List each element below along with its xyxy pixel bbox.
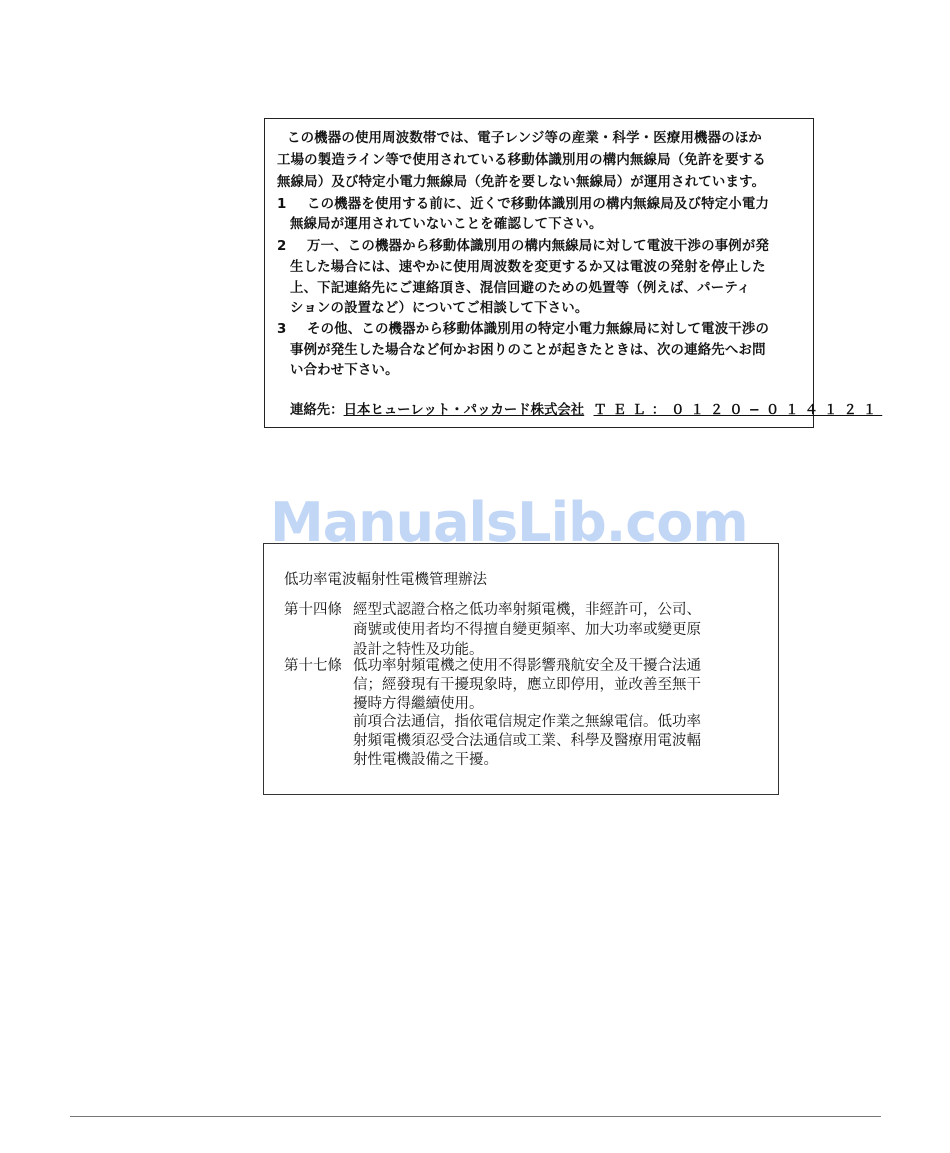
- item-line: 生した場合には、速やかに使用周波数を変更するか又は電波の発射を停止した: [290, 260, 766, 275]
- item-number: 3: [277, 322, 287, 337]
- contact-tel: ＴＥＬ：０１２０−０１４１２１: [593, 403, 883, 418]
- article-line: 擾時方得繼續使用。: [353, 696, 484, 712]
- footer-divider: [70, 1116, 881, 1117]
- item-line: 万一、この機器から移動体識別用の構内無線局に対して電波干渉の事例が発: [307, 239, 770, 254]
- article-label: 第十四條: [284, 602, 342, 618]
- article-line: 設計之特性及功能。: [353, 642, 484, 658]
- item-line: 事例が発生した場合など何かお困りのことが起きたときは、次の連絡先へお問: [290, 343, 766, 358]
- item-line: その他、この機器から移動体識別用の特定小電力無線局に対して電波干渉の: [307, 322, 770, 337]
- contact-label: 連絡先：: [290, 403, 344, 418]
- item-line: ションの設置など）についてご相談して下さい。: [290, 301, 589, 316]
- japan-radio-notice-box: [264, 118, 883, 428]
- notice-line: 工場の製造ライン等で使用されている移動体識別用の構内無線局（免許を要する: [277, 153, 766, 168]
- article-line: 信；經發現有干擾現象時，應立即停用，並改善至無干: [353, 677, 701, 693]
- article-label: 第十七條: [284, 658, 342, 674]
- notice-title: 低功率電波輻射性電機管理辦法: [284, 572, 487, 588]
- article-line: 前項合法通信，指依電信規定作業之無線電信。低功率: [353, 714, 701, 730]
- article-line: 射頻電機須忍受合法通信或工業、科學及醫療用電波輻: [353, 733, 701, 749]
- notice-line: この機器の使用周波数帯では、電子レンジ等の産業・科学・医療用機器のほか: [287, 131, 762, 146]
- item-line: この機器を使用する前に、近くで移動体識別用の構内無線局及び特定小電力: [307, 197, 770, 212]
- contact-line: [290, 399, 882, 418]
- contact-company: 日本ヒューレット・パッカード株式会社: [343, 403, 585, 418]
- article-line: 射性電機設備之干擾。: [353, 752, 498, 768]
- article-line: 經型式認證合格之低功率射頻電機，非經許可，公司、: [353, 602, 701, 618]
- item-number: 2: [277, 239, 287, 254]
- item-line: 無線局が運用されていないことを確認して下さい。: [290, 217, 603, 232]
- notice-line: 無線局）及び特定小電力無線局（免許を要しない無線局）が運用されています。: [277, 175, 766, 190]
- item-line: 上、下記連絡先にご連絡頂き、混信回避のための処置等（例えば、パーティ: [290, 281, 751, 296]
- item-line: い合わせ下さい。: [290, 363, 399, 378]
- article-line: 商號或使用者均不得擅自變更頻率、加大功率或變更原: [353, 622, 701, 638]
- watermark: ManualsLib.com: [270, 491, 748, 554]
- article-line: 低功率射頻電機之使用不得影響飛航安全及干擾合法通: [353, 658, 701, 674]
- item-number: 1: [277, 197, 287, 212]
- taiwan-radio-notice-box: [263, 543, 779, 795]
